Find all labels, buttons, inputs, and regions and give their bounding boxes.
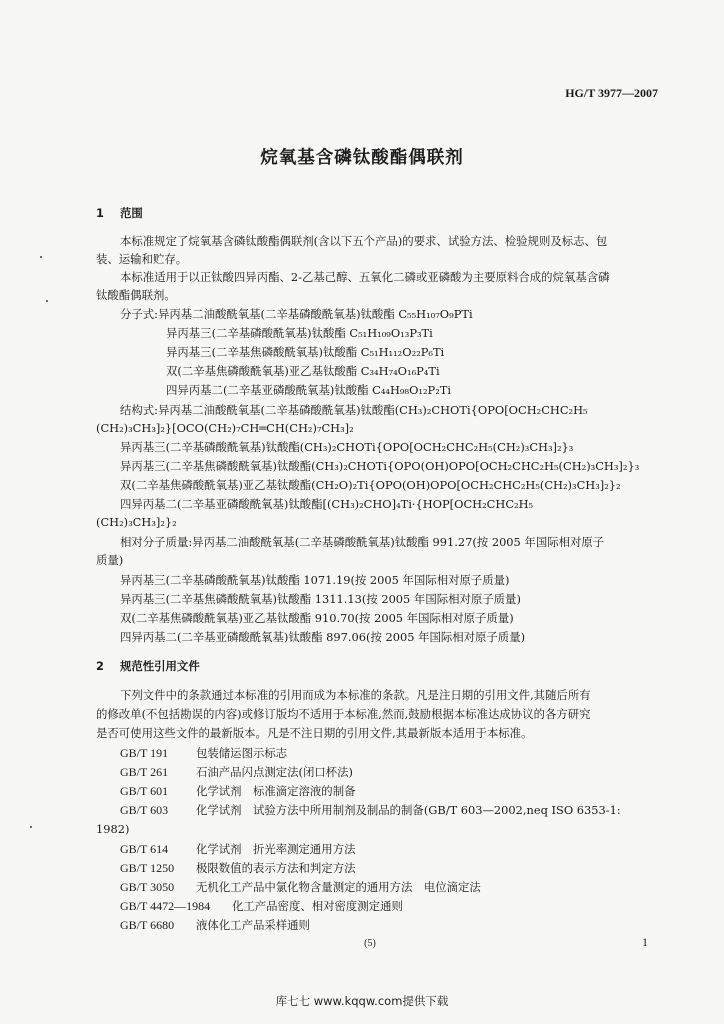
inner-page-number: (5) bbox=[364, 938, 376, 949]
section-1-title: 范围 bbox=[119, 206, 143, 220]
mass-line: 相对分子质量:异丙基二油酸酰氧基(二辛基磷酸酰氧基)钛酸酯 991.27(按 2005 年国际相对原子 bbox=[120, 535, 605, 549]
reference-continuation bbox=[96, 822, 129, 836]
reference-title: 石油产品闪点测定法(闭口杯法) bbox=[196, 765, 353, 779]
reference-item bbox=[120, 784, 355, 798]
mass-line: 四异丙基二(二辛基亚磷酸酰氧基)钛酸酯 897.06(按 2005 年国际相对原子质量) bbox=[120, 630, 526, 644]
formula-line: 四异丙基二(二辛基亚磷酸酰氧基)钛酸酯 C₄₄H₉₈O₁₂P₂Ti bbox=[166, 383, 452, 397]
reference-code: GB/T 3050 bbox=[120, 880, 175, 894]
reference-title: 化学试剂 标准滴定溶液的制备 bbox=[196, 784, 356, 798]
section-2-heading bbox=[96, 659, 200, 673]
paragraph-line: 本标准适用于以正钛酸四异丙酯、2-乙基己醇、五氧化二磷或亚磷酸为主要原料合成的烷氧基含磷 bbox=[120, 270, 610, 284]
reference-code: GB/T 1250 bbox=[120, 861, 175, 875]
reference-code: GB/T 261 bbox=[120, 765, 169, 779]
formula-line: 分子式:异丙基二油酸酰氧基(二辛基磷酸酰氧基)钛酸酯 C₅₅H₁₀₇O₉PTi bbox=[120, 307, 473, 321]
page-number: 1 bbox=[642, 935, 648, 949]
reference-title: 包装储运图示标志 bbox=[196, 746, 288, 760]
mass-line: 异丙基三(二辛基磷酸酰氧基)钛酸酯 1071.19(按 2005 年国际相对原子质量) bbox=[120, 573, 510, 587]
formula-line: 异丙基三(二辛基磷酸酰氧基)钛酸酯 C₅₁H₁₀₉O₁₃P₃Ti bbox=[166, 326, 433, 340]
reference-title: 化学试剂 试验方法中所用制剂及制品的制备(GB/T 603—2002,neq ISO 6353-1: bbox=[196, 803, 621, 817]
mass-line: 质量) bbox=[96, 553, 124, 567]
reference-title: 化工产品密度、相对密度测定通则 bbox=[232, 899, 403, 913]
reference-title: 1982) bbox=[96, 822, 130, 836]
formula-line: 双(二辛基焦磷酸酰氧基)亚乙基钛酸酯 C₃₄H₇₄O₁₆P₄Ti bbox=[166, 364, 440, 378]
structure-line: 结构式:异丙基二油酸酰氧基(二辛基磷酸酰氧基)钛酸酯(CH₃)₂CHOTi{OPO[OCH₂CHC₂H₅ bbox=[120, 403, 588, 417]
reference-title: 无机化工产品中氯化物含量测定的通用方法 电位滴定法 bbox=[196, 880, 481, 894]
structure-line: 双(二辛基焦磷酸酰氧基)亚乙基钛酸酯(CH₂O)₂Ti{OPO(OH)OPO[OCH₂CHC₂H₅(CH₂)₃CH₃]₂}₂ bbox=[120, 478, 621, 492]
reference-code: GB/T 601 bbox=[120, 784, 169, 798]
document-title: 烷氧基含磷钛酸酯偶联剂 bbox=[260, 148, 464, 168]
section-2-title: 规范性引用文件 bbox=[119, 659, 200, 673]
formula-line: 异丙基三(二辛基焦磷酸酰氧基)钛酸酯 C₅₁H₁₁₂O₂₂P₆Ti bbox=[166, 345, 445, 359]
paragraph-line: 是否可使用这些文件的最新版本。凡是不注日期的引用文件,其最新版本适用于本标准。 bbox=[96, 726, 533, 740]
reference-code: GB/T 4472—1984 bbox=[120, 899, 211, 913]
download-footer: 库七七 www.kqqw.com提供下载 bbox=[275, 994, 449, 1008]
paragraph-line: 下列文件中的条款通过本标准的引用而成为本标准的条款。凡是注日期的引用文件,其随后所有 bbox=[120, 688, 591, 702]
reference-item bbox=[120, 803, 621, 817]
scan-dot bbox=[40, 256, 42, 258]
reference-item bbox=[120, 765, 353, 779]
structure-line: (CH₂)₃CH₃]₂}₂ bbox=[96, 515, 177, 529]
reference-code: GB/T 191 bbox=[120, 746, 169, 760]
reference-title: 化学试剂 折光率测定通用方法 bbox=[196, 842, 356, 856]
reference-item bbox=[120, 880, 481, 894]
reference-item bbox=[120, 899, 403, 913]
scan-dot bbox=[30, 826, 32, 828]
reference-title: 极限数值的表示方法和判定方法 bbox=[196, 861, 356, 875]
mass-line: 双(二辛基焦磷酸酰氧基)亚乙基钛酸酯 910.70(按 2005 年国际相对原子质量) bbox=[120, 611, 514, 625]
paragraph-line: 钛酸酯偶联剂。 bbox=[96, 288, 176, 302]
reference-code: GB/T 614 bbox=[120, 842, 169, 856]
reference-code: GB/T 603 bbox=[120, 803, 169, 817]
structure-line: 异丙基三(二辛基磷酸酰氧基)钛酸酯(CH₃)₂CHOTi{OPO[OCH₂CHC₂H₅(CH₂)₃CH₃]₂}₃ bbox=[120, 440, 574, 454]
reference-title: 液体化工产品采样通则 bbox=[196, 918, 310, 932]
reference-item bbox=[120, 861, 355, 875]
paragraph-line: 的修改单(不包括勘误的内容)或修订版均不适用于本标准,然而,鼓励根据本标准达成协议的各方研究 bbox=[96, 707, 591, 721]
reference-code: GB/T 6680 bbox=[120, 918, 175, 932]
scan-dot bbox=[46, 300, 48, 302]
reference-item bbox=[120, 918, 310, 932]
structure-line: (CH₂)₃CH₃]₂}[OCO(CH₂)₇CH═CH(CH₂)₇CH₃]₂ bbox=[96, 421, 354, 435]
section-1-number: 1 bbox=[96, 206, 104, 220]
reference-item bbox=[120, 746, 287, 760]
section-2-number: 2 bbox=[96, 659, 104, 673]
standard-code: HG/T 3977—2007 bbox=[565, 86, 658, 100]
mass-line: 异丙基三(二辛基焦磷酸酰氧基)钛酸酯 1311.13(按 2005 年国际相对原子质量) bbox=[120, 592, 521, 606]
section-1-heading bbox=[96, 206, 143, 220]
paragraph-line: 本标准规定了烷氧基含磷钛酸酯偶联剂(含以下五个产品)的要求、试验方法、检验规则及标志、包 bbox=[120, 234, 608, 248]
structure-line: 四异丙基二(二辛基亚磷酸酰氧基)钛酸酯[(CH₃)₂CHO]₄Ti·{HOP[OCH₂CHC₂H₅ bbox=[120, 497, 534, 511]
structure-line: 异丙基三(二辛基焦磷酸酰氧基)钛酸酯(CH₃)₂CHOTi{OPO(OH)OPO[OCH₂CHC₂H₅(CH₂)₃CH₃]₂}₃ bbox=[120, 459, 640, 473]
reference-item bbox=[120, 842, 355, 856]
paragraph-line: 装、运输和贮存。 bbox=[96, 252, 188, 266]
